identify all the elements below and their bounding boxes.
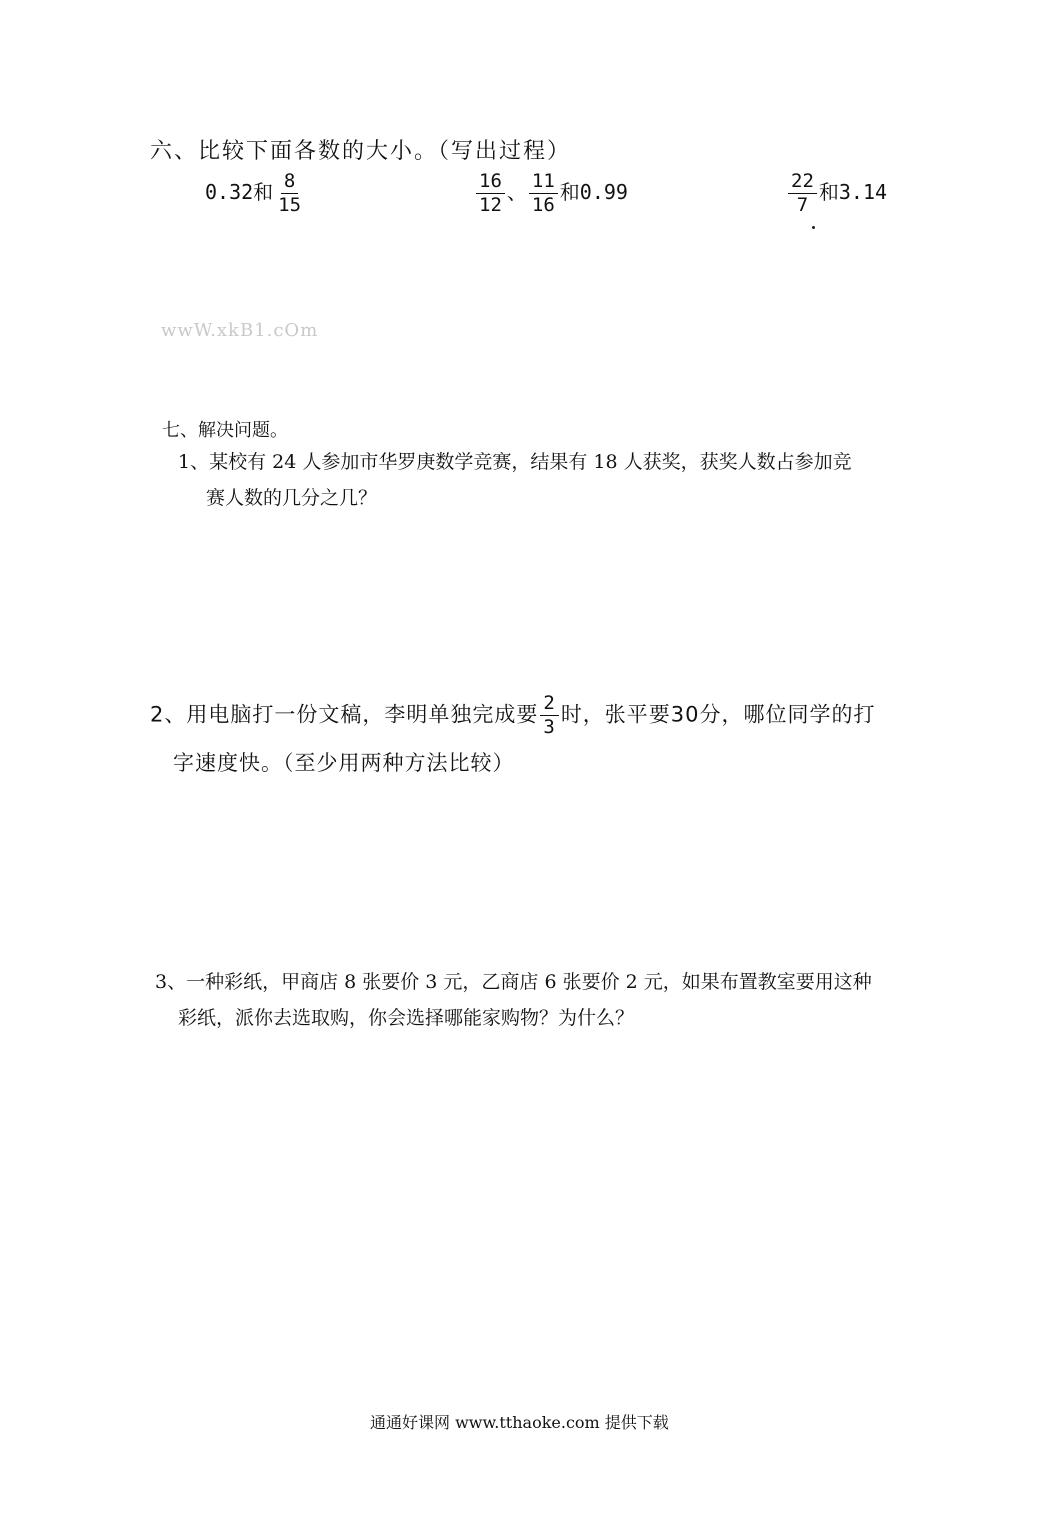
fraction-22-7: $\frac{22}{7}$: [788, 172, 817, 215]
fraction-11-16: $\frac{11}{16}$: [529, 172, 558, 215]
compare-item-3: [786, 172, 887, 215]
problem-2-line1: 2、用电脑打一份文稿，李明单独完成要 $\frac{2}{3}$ 时，张平要30分，哪位同学的打: [150, 692, 876, 738]
compare-item-2-tail: 和0.99: [559, 180, 628, 204]
watermark: wwW.xkB1.cOm: [161, 320, 319, 341]
problem-1-line2: 赛人数的几分之几？: [206, 487, 378, 509]
problem-3-line1: 3、一种彩纸，甲商店 8 张要价 3 元，乙商店 6 张要价 2 元，如果布置教室要用这种: [155, 971, 872, 993]
compare-item-2-sep: 、: [506, 180, 527, 204]
footer: 通通好课网 www.tthaoke.com 提供下载: [370, 1413, 669, 1432]
stray-dot: [812, 226, 815, 229]
problem-1: [178, 444, 852, 516]
section7-heading: 七、解决问题。: [162, 420, 288, 441]
problem-1-line1: 1、某校有 24 人参加市华罗庚数学竞赛，结果有 18 人获奖，获奖人数占参加竞: [178, 451, 852, 473]
fraction-8-15: $\frac{8}{15}$: [278, 170, 302, 216]
compare-item-2: [474, 172, 628, 215]
compare-item-1-lead: 0.32和: [205, 180, 274, 204]
section6-heading: 六、比较下面各数的大小。（写出过程）: [150, 139, 572, 164]
problem-3: [155, 964, 872, 1036]
problem-2-line2: 字速度快。（至少用两种方法比较）: [173, 751, 515, 775]
problem-3-line2: 彩纸，派你去选取购，你会选择哪能家购物？为什么？: [178, 1007, 635, 1029]
compare-item-3-tail: 和3.14: [818, 180, 888, 204]
compare-item-1: [205, 172, 306, 215]
fraction-16-12: $\frac{16}{12}$: [476, 172, 505, 215]
fraction-2-3: $\frac{2}{3}$: [540, 694, 558, 737]
